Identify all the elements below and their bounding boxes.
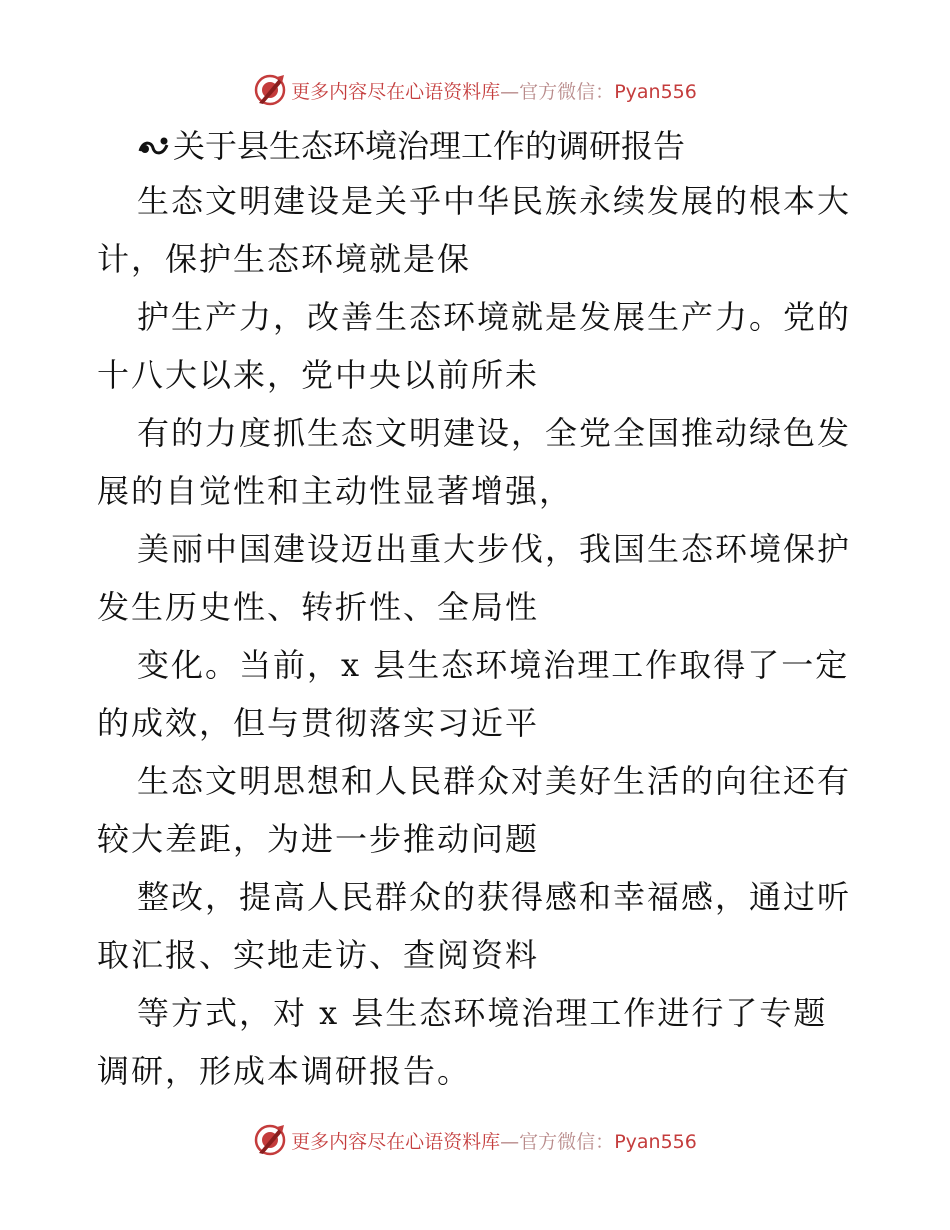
paragraph-line: 护生产力，改善生态环境就是发展生产力。党的 [137,298,852,336]
footer-banner [0,1120,950,1160]
paragraph [97,288,857,404]
paragraph-line: 生态文明建设是关乎中华民族永续发展的根本大 [137,182,852,220]
paragraph-line: 等方式，对 x 县生态环境治理工作进行了专题 [137,994,828,1032]
banner-wechat-id: Pyan556 [614,1130,697,1153]
quill-logo-icon [253,1123,287,1157]
paragraph-line: 整改，提高人民群众的获得感和幸福感，通过听 [137,878,852,916]
paragraph [97,752,857,868]
paragraph-line: 生态文明思想和人民群众对美好生活的向往还有 [137,762,852,800]
paragraph [97,172,857,288]
quill-logo-icon [253,73,287,107]
banner-text [291,77,697,104]
paragraph [97,520,857,636]
document-title [97,120,857,172]
flower-ornament-icon [137,133,171,159]
paragraph-line: 取汇报、实地走访、查阅资料 [97,936,540,974]
paragraph-line: 展的自觉性和主动性显著增强， [97,472,574,510]
document-body [97,120,857,1100]
banner-official-label: 官方微信： [519,80,615,103]
banner-wechat-id: Pyan556 [614,80,697,103]
paragraph-line: 的成效，但与贯彻落实习近平 [97,704,540,742]
header-banner [0,70,950,110]
banner-main-text: 更多内容尽在心语资料库 [291,1130,501,1153]
paragraph-line: 十八大以来，党中央以前所未 [97,356,540,394]
paragraph [97,404,857,520]
paragraph-line: 有的力度抓生态文明建设，全党全国推动绿色发 [137,414,852,452]
banner-official-label: 官方微信： [519,1130,615,1153]
paragraph-line: 计，保护生态环境就是保 [97,240,472,278]
paragraph-line: 调研，形成本调研报告。 [97,1052,472,1090]
paragraph [97,868,857,984]
paragraph [97,984,857,1100]
paragraph-line: 较大差距，为进一步推动问题 [97,820,540,858]
banner-dash: — [500,1130,520,1153]
paragraph-line: 发生历史性、转折性、全局性 [97,588,540,626]
paragraph-line: 美丽中国建设迈出重大步伐，我国生态环境保护 [137,530,852,568]
paragraph [97,636,857,752]
document-title-text: 关于县生态环境治理工作的调研报告 [173,127,686,165]
banner-main-text: 更多内容尽在心语资料库 [291,80,501,103]
banner-dash: — [500,80,520,103]
banner-text [291,1127,697,1154]
paragraph-line: 变化。当前，x 县生态环境治理工作取得了一定 [137,646,850,684]
